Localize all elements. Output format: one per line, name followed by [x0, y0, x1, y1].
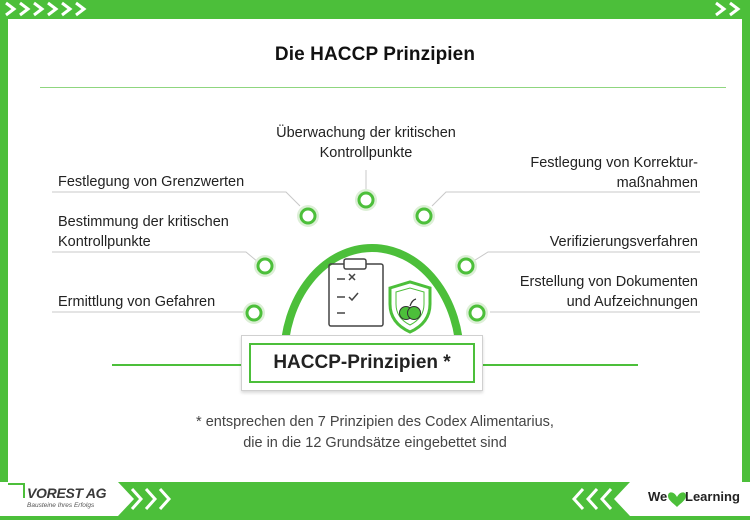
label-verifizierung: Verifizierungsverfahren	[549, 234, 698, 250]
label-bestimmung: Bestimmung der kritischen Kontrollpunkte	[58, 214, 229, 250]
company-logo-text: VOREST AG	[27, 485, 107, 501]
connector-bestimmung	[52, 252, 258, 262]
label-korrektur: Festlegung von Korrektur- maßnahmen	[530, 155, 698, 191]
company-tagline: Bausteine Ihres Erfolgs	[27, 502, 95, 509]
brand-logo	[648, 489, 740, 504]
clipboard-icon	[329, 259, 383, 326]
node-grenzwerte	[297, 205, 319, 227]
label-dokumente: Erstellung von Dokumenten und Aufzeichnungen	[519, 274, 698, 310]
chevrons-bottom-left	[132, 489, 169, 509]
label-ueberwachung: Überwachung der kritischen Kontrollpunkte	[276, 125, 456, 161]
page-title: Die HACCP Prinzipien	[274, 44, 476, 65]
footnote: * entsprechen den 7 Prinzipien des Codex Alimentarius, die in die 12 Grundsätze eingebettet sind	[196, 414, 554, 451]
label-ermittlung: Ermittlung von Gefahren	[58, 294, 216, 310]
chevrons-top-left	[6, 3, 84, 15]
brand-word-learning: Learning	[685, 489, 740, 504]
shield-apple-icon	[390, 282, 430, 332]
label-grenzwerte: Festlegung von Grenzwerten	[58, 174, 245, 190]
chevrons-bottom-right	[574, 489, 611, 509]
title-divider	[40, 87, 726, 88]
brand-word-we: We	[648, 489, 668, 504]
node-ueberwachung	[355, 189, 377, 211]
node-korrektur	[413, 205, 435, 227]
center-label-box	[241, 335, 483, 391]
chevrons-top-right	[716, 3, 738, 15]
connector-verifizierung	[472, 252, 700, 262]
node-bestimmung	[254, 255, 276, 277]
center-label: HACCP-Prinzipien *	[249, 343, 475, 383]
connector-grenzwerte	[52, 192, 300, 206]
connector-korrektur	[432, 192, 700, 206]
